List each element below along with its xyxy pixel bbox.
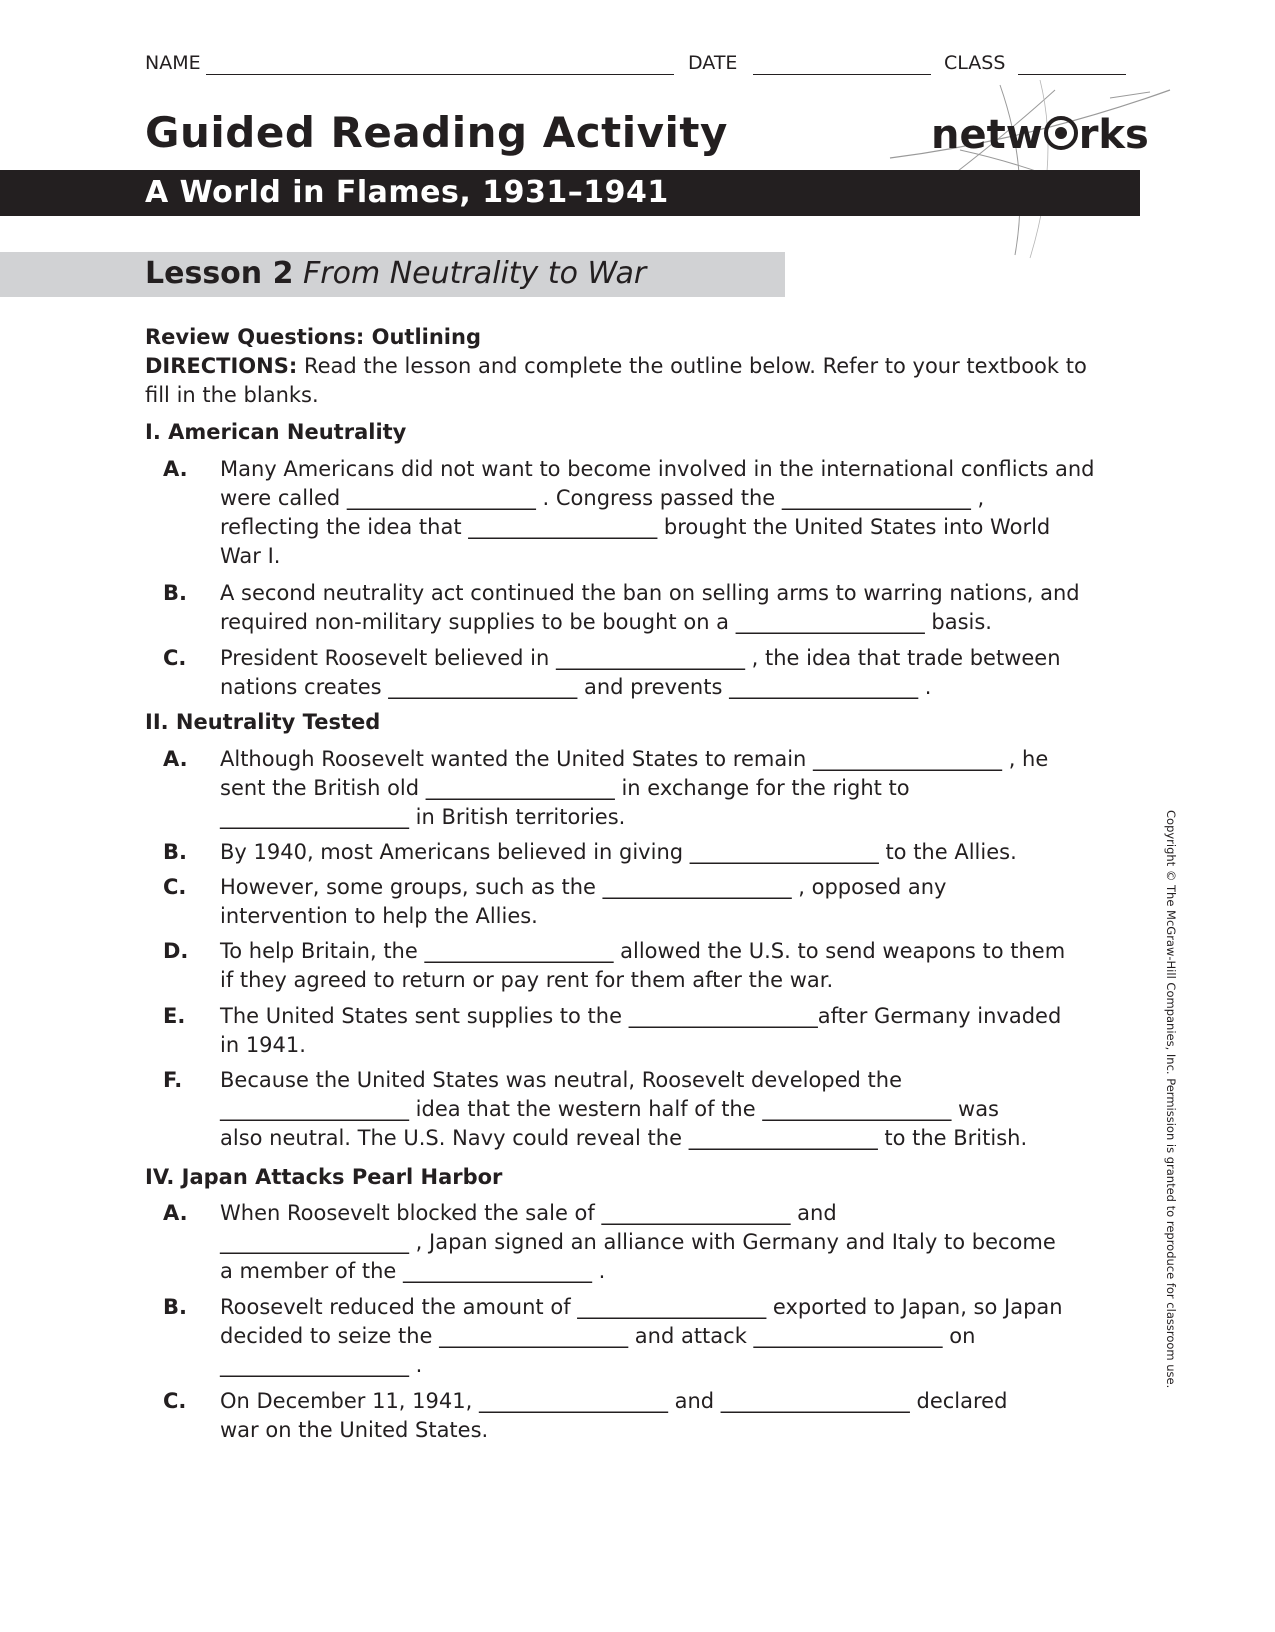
class-blank[interactable] [1018,74,1126,75]
outline-item [220,838,1140,867]
copyright-text: Copyright © The McGraw-Hill Companies, Inc. Permission is granted to reproduce for classroom use. [1164,810,1178,1389]
outline-line[interactable]: On December 11, 1941, __________________ and __________________ declared [220,1389,1008,1413]
outline-line[interactable]: a member of the __________________ . [220,1259,606,1283]
directions-text: Read the lesson and complete the outline below. Refer to your textbook to [297,354,1087,378]
outline-letter: A. [163,747,188,771]
outline-line[interactable]: __________________ idea that the western half of the __________________ was [220,1097,999,1121]
directions-text-cont: fill in the blanks. [145,383,319,407]
outline-line[interactable]: required non-military supplies to be bought on a __________________ basis. [220,610,992,634]
outline-line: Many Americans did not want to become involved in the international conflicts and [220,457,1095,481]
logo-text-end: rks [1078,112,1149,158]
outline-line[interactable]: decided to seize the __________________ and attack __________________ on [220,1324,976,1348]
review-heading: Review Questions: Outlining [145,325,481,349]
name-blank[interactable] [206,74,674,75]
outline-letter: C. [163,1389,187,1413]
lesson-heading [145,256,646,291]
lesson-number: Lesson 2 [145,256,294,291]
outline-line: intervention to help the Allies. [220,904,538,928]
directions-label: DIRECTIONS: [145,354,298,378]
outline-line[interactable]: President Roosevelt believed in __________________ , the idea that trade between [220,646,1061,670]
section-heading: IV. Japan Attacks Pearl Harbor [145,1165,503,1189]
outline-line[interactable]: By 1940, most Americans believed in giving __________________ to the Allies. [220,840,1017,864]
outline-line[interactable]: reflecting the idea that __________________ brought the United States into World [220,515,1051,539]
outline-line[interactable]: __________________ , Japan signed an alliance with Germany and Italy to become [220,1230,1056,1254]
outline-letter: F. [163,1068,183,1092]
logo-o-icon [1044,116,1078,150]
outline-line[interactable]: However, some groups, such as the __________________ , opposed any [220,875,947,899]
outline-item [220,1387,1140,1445]
outline-item [220,579,1140,637]
outline-line[interactable]: nations creates __________________ and prevents __________________ . [220,675,932,699]
outline-item [220,455,1140,571]
outline-line: War I. [220,544,281,568]
outline-line[interactable]: sent the British old __________________ in exchange for the right to [220,776,910,800]
networks-logo [931,112,1149,158]
outline-line[interactable]: To help Britain, the __________________ allowed the U.S. to send weapons to them [220,939,1066,963]
outline-letter: D. [163,939,189,963]
outline-line[interactable]: The United States sent supplies to the __________________after Germany invaded [220,1004,1062,1028]
unit-title: A World in Flames, 1931–1941 [145,175,669,210]
lesson-name: From Neutrality to War [303,256,647,291]
outline-item [220,1199,1140,1286]
instructions-block [145,323,1135,410]
outline-line[interactable]: Roosevelt reduced the amount of __________________ exported to Japan, so Japan [220,1295,1063,1319]
name-label: NAME [145,52,201,74]
class-label: CLASS [944,52,1006,74]
outline-item [220,1293,1140,1380]
outline-letter: A. [163,1201,188,1225]
outline-letter: C. [163,646,187,670]
section-heading: II. Neutrality Tested [145,710,381,734]
outline-line: in 1941. [220,1033,306,1057]
outline-line: Because the United States was neutral, Roosevelt developed the [220,1068,903,1092]
outline-letter: B. [163,581,187,605]
outline-letter: E. [163,1004,186,1028]
outline-letter: A. [163,457,188,481]
date-blank[interactable] [753,74,931,75]
page-title: Guided Reading Activity [145,108,728,157]
outline-item [220,644,1140,702]
outline-item [220,937,1140,995]
date-label: DATE [688,52,738,74]
outline-line: if they agreed to return or pay rent for them after the war. [220,968,834,992]
logo-text-start: netw [931,112,1043,158]
outline-letter: C. [163,875,187,899]
outline-line[interactable]: also neutral. The U.S. Navy could reveal the __________________ to the British. [220,1126,1028,1150]
outline-item [220,1066,1140,1153]
outline-line[interactable]: __________________ . [220,1353,423,1377]
outline-line: war on the United States. [220,1418,489,1442]
outline-line[interactable]: were called __________________ . Congress passed the __________________ , [220,486,985,510]
outline-line[interactable]: __________________ in British territories. [220,805,626,829]
outline-line[interactable]: When Roosevelt blocked the sale of __________________ and [220,1201,837,1225]
outline-letter: B. [163,840,187,864]
outline-item [220,745,1140,832]
outline-item [220,873,1140,931]
outline-letter: B. [163,1295,187,1319]
section-heading: I. American Neutrality [145,420,407,444]
copyright-notice [1160,810,1190,1389]
outline-line[interactable]: Although Roosevelt wanted the United States to remain __________________ , he [220,747,1049,771]
outline-item [220,1002,1140,1060]
outline-line: A second neutrality act continued the ban on selling arms to warring nations, and [220,581,1080,605]
